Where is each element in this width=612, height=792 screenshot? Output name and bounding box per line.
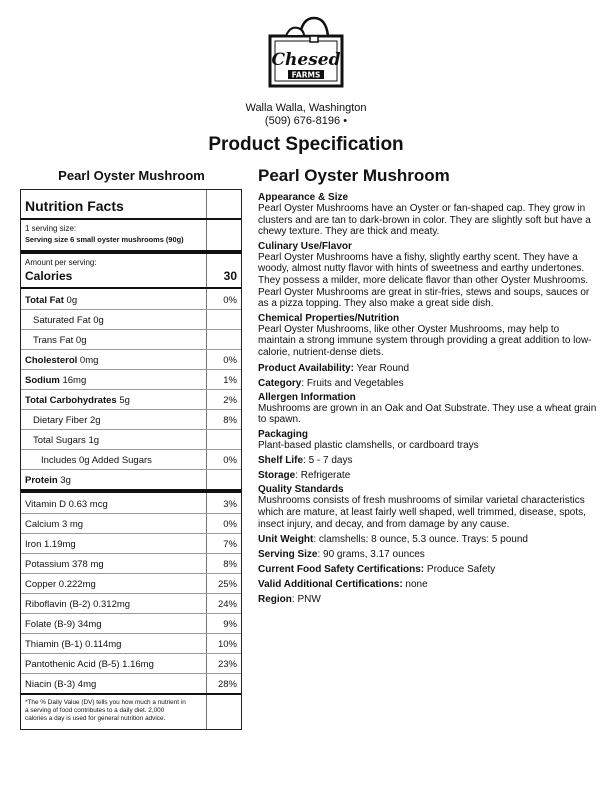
appearance-text: Pearl Oyster Mushrooms have an Oyster or fan-shaped cap. They grow in clusters and are tan to dark-brown in color. They are slightly soft but have a chewy texture. They are thick and meaty. (258, 203, 591, 238)
carbs-label: Total Carbohydrates (25, 395, 117, 406)
divider (21, 469, 241, 470)
total-fat-amount: 0g (66, 295, 78, 306)
vitamin-label: Niacin (B-3) 4mg (25, 679, 97, 690)
divider (21, 329, 241, 330)
vitamin-label: Thiamin (B-1) 0.114mg (25, 639, 122, 650)
shelf-life-label: Shelf Life (258, 455, 304, 467)
appearance-heading: Appearance & Size (258, 192, 349, 203)
food-safety-label: Current Food Safety Certifications: (258, 564, 425, 576)
divider (21, 429, 241, 430)
storage-label: Storage (258, 470, 296, 482)
total-fat-dv: 0% (223, 295, 237, 306)
divider (21, 613, 241, 614)
fiber-dv: 8% (223, 415, 237, 426)
divider (21, 533, 241, 534)
document-title: Product Specification (208, 134, 404, 155)
location-phone: (509) 676-8196 • (264, 115, 348, 127)
divider (21, 593, 241, 594)
vitamin-label: Riboflavin (B-2) 0.312mg (25, 599, 131, 610)
protein-label: Protein (25, 475, 58, 486)
category-value: : Fruits and Vegetables (301, 377, 404, 389)
cholesterol-label: Cholesterol (25, 355, 78, 366)
divider (21, 673, 241, 674)
vitamin-dv: 25% (217, 579, 237, 590)
carbs-amount: 5g (119, 395, 130, 406)
vitamin-label: Potassium 378 mg (25, 559, 104, 570)
divider (21, 633, 241, 634)
serving-size-line (258, 549, 598, 560)
divider (21, 349, 241, 350)
footnote-line: calories a day is used for general nutrition advice. (25, 715, 166, 722)
right-product-title: Pearl Oyster Mushroom (258, 166, 450, 185)
availability-line (258, 363, 598, 374)
vitamin-dv: 8% (223, 559, 237, 570)
vitamin-dv: 24% (217, 599, 237, 610)
column-divider (206, 190, 207, 729)
availability-label: Product Availability: (258, 362, 354, 374)
valid-cert-value: none (402, 579, 428, 591)
divider (21, 573, 241, 574)
unit-weight-line (258, 534, 598, 545)
location-city: Walla Walla, Washington (245, 102, 367, 114)
food-safety-value: Produce Safety (424, 564, 496, 576)
vitamin-dv: 23% (217, 659, 237, 670)
protein-amount: 3g (60, 475, 71, 486)
vitamin-label: Vitamin D 0.63 mcg (25, 499, 108, 510)
trans-fat: Trans Fat 0g (33, 335, 87, 346)
valid-cert-line (258, 579, 598, 590)
carbs-dv: 2% (223, 395, 237, 406)
divider (21, 369, 241, 370)
availability-value: Year Round (353, 362, 410, 374)
divider (21, 287, 241, 289)
category-label: Category (258, 377, 302, 389)
divider-thick (21, 489, 241, 493)
valid-cert-label: Valid Additional Certifications: (258, 579, 403, 591)
nutrition-heading: Nutrition Facts (25, 198, 124, 214)
vitamin-dv: 0% (223, 519, 237, 530)
packaging-text: Plant-based plastic clamshells, or cardboard trays (258, 439, 479, 451)
divider (21, 389, 241, 390)
footnote-line: a serving of food contributes to a daily diet. 2,000 (25, 707, 165, 714)
calories-value: 30 (223, 269, 237, 283)
logo-wordmark: Chesed (271, 50, 341, 70)
mushroom-logo-icon (266, 14, 346, 100)
sodium-dv: 1% (223, 375, 237, 386)
divider (21, 693, 241, 695)
storage-line (258, 470, 598, 481)
calories-label: Calories (25, 269, 73, 283)
vitamin-dv: 9% (223, 619, 237, 630)
serving-size-label: Serving Size (258, 549, 318, 561)
divider (21, 553, 241, 554)
shelf-life-line (258, 455, 598, 466)
unit-weight-label: Unit Weight (258, 534, 314, 546)
footnote-line: *The % Daily Value (DV) tells you how much a nutrient in (25, 699, 186, 706)
serving-size-text: Serving size 6 small oyster mushrooms (90g) (25, 235, 184, 244)
storage-value: : Refrigerate (295, 470, 351, 482)
chesed-farms-logo (266, 14, 346, 100)
chemical-heading: Chemical Properties/Nutrition (258, 312, 400, 324)
vitamin-label: Folate (B-9) 34mg (25, 619, 102, 630)
quality-heading: Quality Standards (258, 484, 344, 496)
specification-column (258, 166, 598, 605)
left-product-title: Pearl Oyster Mushroom (58, 168, 205, 183)
serving-size-value: : 90 grams, 3.17 ounces (317, 549, 425, 561)
sodium-label: Sodium (25, 375, 60, 386)
amount-per-serving: Amount per serving: (25, 258, 97, 267)
allergen-text: Mushrooms are grown in an Oak and Oat Substrate. They use a wheat grain to spawn. (258, 402, 597, 426)
divider (21, 513, 241, 514)
vitamin-dv: 28% (217, 679, 237, 690)
added-sugars: Includes 0g Added Sugars (41, 455, 152, 466)
vitamin-dv: 7% (223, 539, 237, 550)
sugars: Total Sugars 1g (33, 435, 100, 446)
divider (21, 218, 241, 220)
chemical-text: Pearl Oyster Mushrooms, like other Oyster Mushrooms, may help to maintain a strong immune system through providing a great addition to low-calorie, nutrient-dense diets. (258, 323, 592, 358)
culinary-heading: Culinary Use/Flavor (258, 240, 352, 252)
sodium-amount: 16mg (62, 375, 87, 386)
unit-weight-value: : clamshells: 8 ounce, 5.3 ounce. Trays: 5 pound (313, 534, 528, 546)
divider-thick (21, 250, 241, 254)
vitamin-label: Iron 1.19mg (25, 539, 76, 550)
divider (21, 409, 241, 410)
packaging-heading: Packaging (258, 428, 309, 440)
vitamin-dv: 10% (217, 639, 237, 650)
shelf-life-value: : 5 - 7 days (303, 455, 353, 467)
food-safety-line (258, 564, 598, 575)
region-line (258, 594, 598, 605)
region-value: : PNW (291, 594, 321, 606)
divider (21, 309, 241, 310)
culinary-text: Pearl Oyster Mushrooms have a fishy, slightly earthy scent. They have a woody, almost nutty flavor with hints of sweetness and earthy undertones. They possess a milder, more delicate flavor than other Oyster Mushrooms. Pearl Oyster Mushrooms are great in stir-fries, stews and soups, sauces or as a pizza topping. They also make a great side dish. (258, 251, 590, 310)
vitamin-label: Calcium 3 mg (25, 519, 84, 530)
category-line (258, 378, 598, 389)
vitamin-label: Copper 0.222mg (25, 579, 96, 590)
vitamin-dv: 3% (223, 499, 237, 510)
total-fat-label: Total Fat (25, 295, 64, 306)
cholesterol-dv: 0% (223, 355, 237, 366)
nutrition-facts-panel (20, 189, 242, 730)
region-label: Region (258, 594, 292, 606)
divider (21, 653, 241, 654)
added-sugars-dv: 0% (223, 455, 237, 466)
cholesterol-amount: 0mg (79, 355, 99, 366)
logo-sub: FARMS (291, 70, 321, 80)
allergen-heading: Allergen Information (258, 391, 356, 403)
vitamin-label: Pantothenic Acid (B-5) 1.16mg (25, 659, 154, 670)
serving-label: 1 serving size: (25, 224, 77, 233)
fiber: Dietary Fiber 2g (33, 415, 101, 426)
saturated-fat: Saturated Fat 0g (33, 315, 104, 326)
quality-text: Mushrooms consists of fresh mushrooms of similar varietal characteristics which are mature, at least fairly well shaped, well trimmed, disease, spots, insect injury, and decay, and from damage by any cause. (258, 495, 586, 530)
divider (21, 449, 241, 450)
